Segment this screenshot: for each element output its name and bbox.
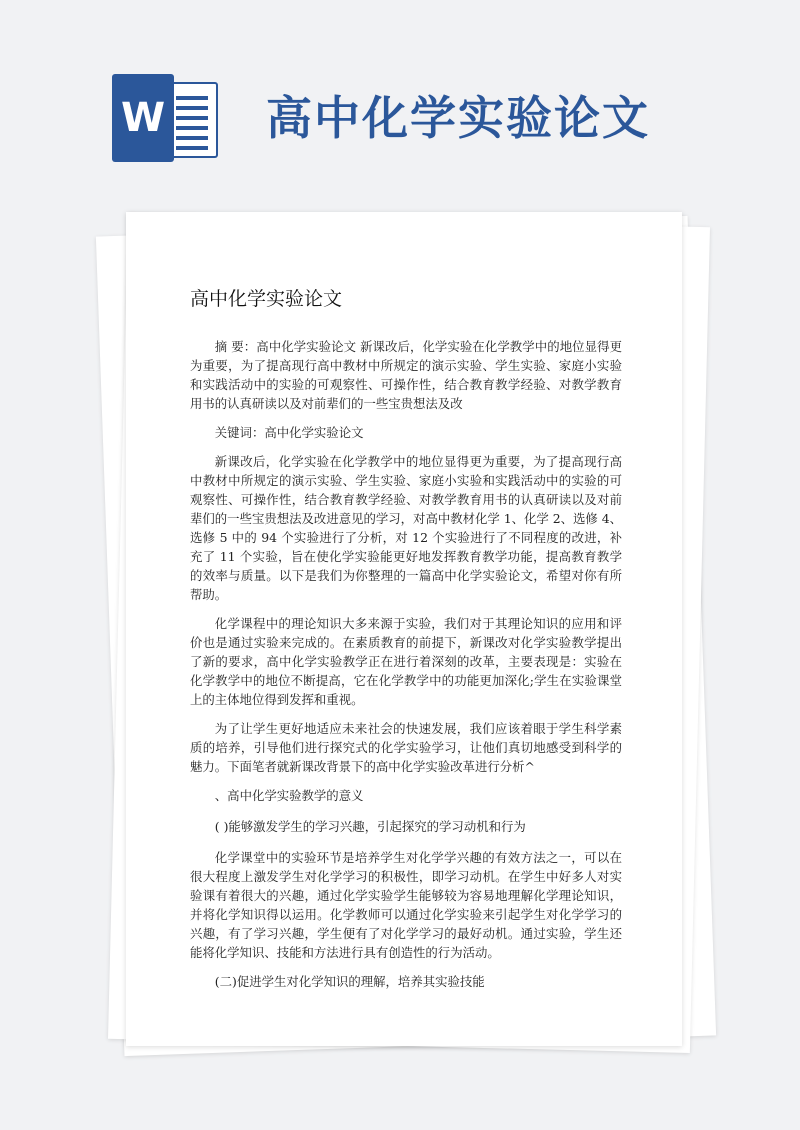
subsection-heading: (二)促进学生对化学知识的理解，培养其实验技能: [214, 974, 485, 989]
body-paragraph: 为了让学生更好地适应未来社会的快速发展，我们应该着眼于学生科学素质的培养，引导他们进行探究式的化学实验学习，让他们真切地感受到科学的魅力。下面笔者就新课改背景下的高中化学实验改革进行分析^: [190, 721, 622, 774]
body-paragraph: 化学课堂中的实验环节是培养学生对化学学兴趣的有效方法之一，可以在很大程度上激发学生对化学学习的积极性，即学习动机。在学生中好多人对实验课有着很大的兴趣，通过化学实验学生能够较为容易地理解化学理论知识，并将化学知识得以运用。化学教师可以通过化学实验来引起学生对化学学习的兴趣，有了学习兴趣，学生便有了对化学学习的最好动机。通过实验，学生还能将化学知识、技能和方法进行具有创造性的行为活动。: [190, 850, 622, 960]
body-paragraph: 新课改后，化学实验在化学教学中的地位显得更为重要，为了提高现行高中教材中所规定的演示实验、学生实验、家庭小实验和实践活动中的实验的可观察性、可操作性，结合教育教学经验、对教学教育用书的认真研读以及对前辈们的一些宝贵想法及改进意见的学习，对高中教材化学 1、化学 2、选修 4、选修 5 中的 94 个实验进行了分析，对 12 个实验进行了不同程度的改进，补充了 11 个实验，旨在使化学实验能更好地发挥教育教学功能，提高教育教学的效率与质量。以下是我们为你整理的一篇高中化学实验论文，希望对你有所帮助。: [190, 454, 622, 602]
word-document-icon: [112, 74, 216, 162]
section-heading: 、高中化学实验教学的意义: [214, 788, 364, 803]
page-title: 高中化学实验论文: [190, 288, 343, 310]
document-page: [126, 212, 682, 1046]
header-banner: [0, 0, 800, 200]
keywords-paragraph: 关键词：高中化学实验论文: [214, 425, 364, 440]
body-paragraph: 化学课程中的理论知识大多来源于实验，我们对于其理论知识的应用和评价也是通过实验来完成的。在素质教育的前提下，新课改对化学实验教学提出了新的要求，高中化学实验教学正在进行着深刻的改革，主要表现是：实验在化学教学中的地位不断提高，它在化学教学中的功能更加深化;学生在实验课堂上的主体地位得到发挥和重视。: [190, 616, 622, 707]
word-icon-letter: W: [112, 74, 174, 162]
banner-title: 高中化学实验论文: [266, 91, 650, 145]
subsection-heading: ( )能够激发学生的学习兴趣，引起探究的学习动机和行为: [214, 819, 526, 834]
abstract-paragraph: 摘 要：高中化学实验论文 新课改后，化学实验在化学教学中的地位显得更为重要，为了提高现行高中教材中所规定的演示实验、学生实验、家庭小实验和实践活动中的实验的可观察性、可操作性，结合教育教学经验、对教学教育用书的认真研读以及对前辈们的一些宝贵想法及改: [190, 339, 622, 411]
